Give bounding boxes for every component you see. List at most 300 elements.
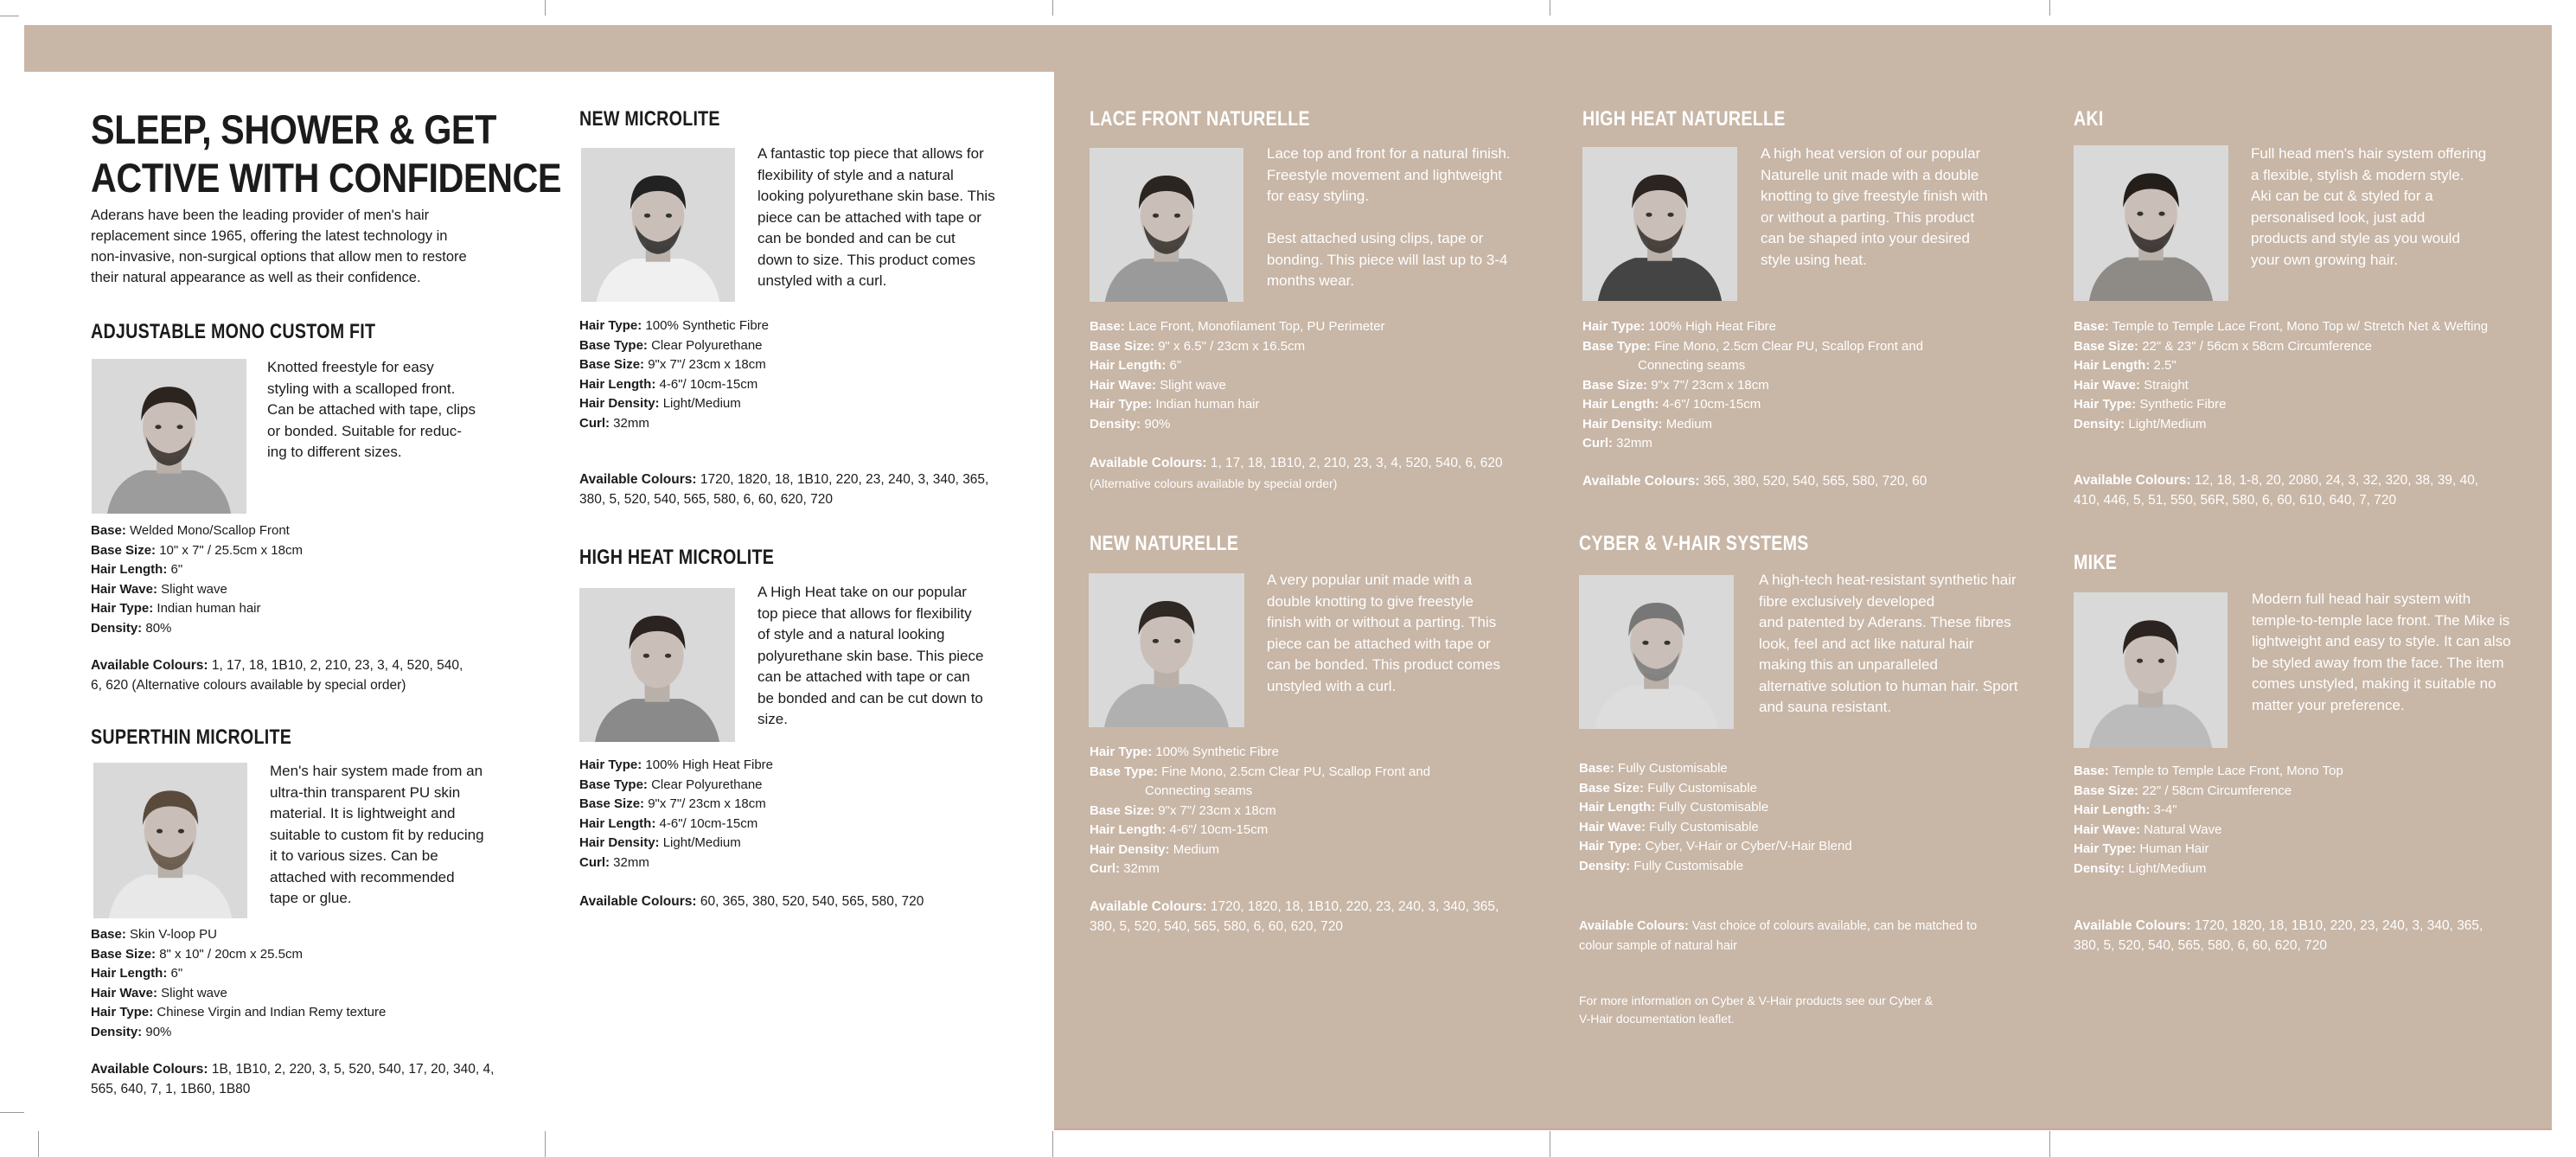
spec-row: [1090, 802, 1574, 821]
spec-row: [1090, 395, 1556, 415]
desc-line: for easy styling.: [1267, 188, 1370, 204]
colours-value: 410, 446, 5, 51, 550, 56R, 580, 6, 60, 610, 640, 7, 720: [2074, 492, 2397, 508]
spec-label: Base Size:: [1582, 377, 1648, 393]
eye-right: [2158, 659, 2164, 663]
spec-label: Hair Length:: [1579, 800, 1656, 815]
spec-value: 90%: [145, 1024, 172, 1039]
colours-value: colour sample of natural hair: [1579, 938, 1737, 953]
spec-value: Fully Customisable: [1633, 858, 1744, 873]
desc-line: months wear.: [1267, 272, 1355, 289]
eye-right: [1174, 639, 1180, 643]
desc-line: lightweight and easy to style. It can also: [2252, 633, 2511, 649]
spec-value: Light/Medium: [662, 835, 741, 850]
intro-line: non-invasive, non-surgical options that allow men to restore: [91, 249, 467, 265]
intro-line: Aderans have been the leading provider of men's hair: [91, 208, 430, 223]
spec-label: Base:: [1579, 761, 1614, 776]
adjustable-mono-colours: [91, 656, 558, 695]
spec-value: 9"x 7"/ 23cm x 18cm: [1158, 802, 1276, 818]
desc-line: be styled away from the face. The item: [2252, 654, 2504, 671]
spec-value: 4-6"/ 10cm-15cm: [659, 376, 758, 392]
colours-label: Available Colours:: [1090, 456, 1207, 470]
colours-value: 380, 5, 520, 540, 565, 580, 6, 60, 620, 720: [579, 491, 834, 507]
spec-value: Fine Mono, 2.5cm Clear PU, Scallop Front and: [1161, 764, 1431, 779]
spec-value: Temple to Temple Lace Front, Mono Top w/ Stretch Net & Wefting: [2112, 319, 2489, 334]
spec-row: [579, 355, 1046, 375]
high-heat-naturelle-colours: [1582, 472, 2049, 492]
colours-label: Available Colours:: [2074, 473, 2191, 488]
spec-value: Light/Medium: [2128, 416, 2207, 431]
colours-line: [1090, 917, 1574, 937]
lace-front-naturelle-title: LACE FRONT NATURELLE: [1090, 107, 1310, 131]
new-microlite-colours: [579, 470, 1046, 509]
aki-description: [2251, 144, 2528, 271]
man-profile-beard-portrait: [1090, 148, 1243, 302]
spec-label: Curl:: [579, 854, 610, 870]
main-title: [91, 105, 562, 202]
title-line-2: ACTIVE WITH CONFIDENCE: [91, 155, 562, 201]
man-curly-dark-hair-photo: [581, 148, 735, 302]
spec-row: [2074, 415, 2558, 435]
new-microlite-specs: [579, 316, 1046, 433]
spec-value: Slight wave: [161, 581, 227, 597]
desc-line: attached with recommended: [270, 868, 455, 885]
spec-label: Hair Length:: [1090, 358, 1167, 373]
desc-line: matter your preference.: [2252, 696, 2405, 713]
spec-row: [1090, 782, 1574, 802]
spec-value: Lace Front, Monofilament Top, PU Perimeter: [1128, 319, 1385, 334]
intro-line: their natural appearance as well as their confidence.: [91, 270, 421, 285]
spec-row: [2074, 337, 2558, 357]
desc-line: A high-tech heat-resistant synthetic hair: [1759, 572, 2017, 588]
man-turtleneck-beard-portrait: [2074, 145, 2228, 301]
spec-label: Base:: [91, 927, 126, 942]
man-young-smile-portrait: [1089, 573, 1244, 727]
spec-row: [579, 316, 1046, 336]
man-swept-hair-photo: [579, 588, 735, 742]
eye-right: [1664, 641, 1670, 645]
spec-label: Hair Type:: [1579, 839, 1642, 853]
desc-line: of style and a natural looking: [757, 626, 945, 642]
mike-colours: [2074, 917, 2541, 956]
spec-row: [91, 580, 558, 600]
desc-line: styling with a scalloped front.: [267, 380, 456, 397]
cyber-vhair-note: [1579, 992, 2046, 1028]
desc-line: polyurethane skin base. This piece: [757, 647, 984, 664]
colours-line: [91, 676, 558, 696]
aki-title: AKI: [2074, 107, 2104, 131]
colours-line: [91, 1080, 558, 1100]
cyber-vhair-description: [1759, 570, 2044, 719]
spec-label: Curl:: [1582, 436, 1613, 451]
eye-right: [178, 829, 184, 834]
colours-line: [1090, 454, 1574, 474]
new-naturelle-description: [1267, 570, 1544, 697]
high-heat-microlite-description: [757, 582, 1043, 731]
spec-value: 100% Synthetic Fibre: [645, 318, 769, 333]
spec-value: Medium: [1665, 416, 1713, 431]
spec-row: [2074, 376, 2558, 396]
spec-value: 100% Synthetic Fibre: [1155, 745, 1279, 759]
spec-value: 3-4": [2153, 802, 2177, 817]
spec-value: Fully Customisable: [1659, 800, 1769, 815]
superthin-microlite-colours: [91, 1060, 558, 1099]
spec-row: [579, 834, 1046, 853]
spec-row: [1582, 434, 2049, 454]
new-naturelle-title: NEW NATURELLE: [1090, 532, 1239, 555]
spec-row: [1579, 798, 2046, 818]
cyber-vhair-colours: [1579, 917, 2046, 956]
desc-line: A very popular unit made with a: [1267, 572, 1473, 588]
spec-label: Hair Density:: [1582, 416, 1663, 431]
eye-left: [157, 829, 163, 834]
eye-left: [1646, 213, 1652, 217]
eye-left: [644, 214, 650, 218]
man-light-hair-stubble-portrait: [93, 763, 247, 918]
spec-label: Base Size:: [579, 357, 645, 372]
spec-value: Fine Mono, 2.5cm Clear PU, Scallop Front and: [1654, 338, 1924, 354]
man-short-curly-portrait: [2074, 592, 2228, 748]
crop-mark: [2049, 0, 2050, 16]
spec-label: Density:: [2074, 860, 2125, 876]
spec-row: [579, 756, 1046, 776]
spec-label: Hair Type:: [2074, 397, 2137, 412]
desc-line: Full head men's hair system offering: [2251, 145, 2487, 162]
man-profile-beard-photo: [1090, 148, 1243, 302]
desc-line: ing to different sizes.: [267, 444, 402, 460]
desc-line: looking polyurethane skin base. This: [757, 188, 995, 204]
spec-row: [1582, 415, 2049, 435]
spec-row: [579, 394, 1046, 414]
colours-line: [1579, 936, 2046, 956]
desc-line: Naturelle unit made with a double: [1761, 166, 1979, 183]
spec-value: Connecting seams: [1638, 358, 1746, 373]
eye-left: [1642, 641, 1648, 645]
man-young-smile-photo: [1089, 573, 1244, 727]
colours-line: [2074, 936, 2541, 956]
desc-line: fibre exclusively developed: [1759, 592, 1935, 610]
colours-value: 60, 365, 380, 520, 540, 565, 580, 720: [700, 894, 924, 909]
spec-value: Light/Medium: [2128, 860, 2207, 876]
desc-line: Lace top and front for a natural finish.: [1267, 145, 1511, 162]
colours-label: Available Colours:: [1582, 474, 1700, 489]
spec-row: [91, 541, 558, 561]
desc-line: bonding. This piece will last up to 3-4: [1267, 251, 1508, 268]
man-short-curly-photo: [2074, 592, 2228, 748]
high-heat-naturelle-specs: [1582, 317, 2049, 454]
cyber-vhair-specs: [1579, 759, 2046, 876]
spec-label: Base:: [1090, 319, 1125, 334]
spec-row: [2074, 801, 2541, 821]
spec-label: Base Size:: [579, 796, 645, 811]
spec-label: Base Size:: [91, 542, 157, 558]
spec-row: [579, 815, 1046, 834]
spec-value: Fully Customisable: [1618, 761, 1728, 776]
man-laughing-photo: [1582, 147, 1737, 301]
spec-value: Skin V-loop PU: [130, 927, 217, 942]
spec-row: [579, 375, 1046, 395]
desc-line: and sauna resistant.: [1759, 699, 1892, 715]
spec-label: Hair Type:: [1090, 397, 1153, 412]
spec-label: Hair Length:: [2074, 358, 2151, 373]
desc-line: ultra-thin transparent PU skin: [270, 783, 461, 801]
crop-mark: [545, 1131, 546, 1157]
spec-label: Base Size:: [2074, 783, 2139, 798]
colours-value: 1720, 1820, 18, 1B10, 220, 23, 240, 3, 340, 365,: [700, 472, 989, 487]
spec-row: [2074, 395, 2558, 415]
desc-line: be bonded and can be cut down to: [757, 689, 983, 706]
eye-right: [176, 425, 182, 429]
adjustable-mono-specs: [91, 521, 558, 638]
spec-row: [91, 1023, 558, 1043]
colours-label: Available Colours:: [579, 472, 697, 487]
desc-line: Men's hair system made from an: [270, 763, 483, 779]
spec-row: [1579, 837, 2046, 857]
crop-mark: [0, 1112, 24, 1113]
spec-row: [91, 925, 558, 945]
colours-line: [579, 470, 1046, 490]
spec-row: [91, 521, 558, 541]
spec-label: Base Size:: [1090, 802, 1155, 818]
title-line-1: SLEEP, SHOWER & GET: [91, 106, 496, 152]
spec-label: Hair Length:: [579, 376, 656, 392]
spec-label: Base Type:: [1090, 764, 1158, 779]
desc-line: or without a parting. This product: [1761, 208, 1975, 226]
spec-row: [91, 984, 558, 1004]
spec-value: 90%: [1144, 416, 1171, 431]
crop-mark: [2049, 1131, 2050, 1157]
spec-label: Base Size:: [1579, 780, 1645, 796]
spec-label: Base Size:: [91, 946, 157, 962]
colours-value: 565, 640, 7, 1, 1B60, 1B80: [91, 1081, 251, 1096]
spec-row: [1090, 317, 1556, 337]
spec-label: Hair Density:: [1090, 841, 1170, 857]
spec-value: Straight: [2144, 377, 2189, 393]
mike-specs: [2074, 762, 2541, 879]
spec-label: Hair Length:: [2074, 802, 2151, 817]
crop-mark: [38, 1131, 39, 1157]
spec-value: 9"x 7"/ 23cm x 18cm: [648, 796, 766, 811]
crop-mark: [1052, 1131, 1053, 1157]
spec-row: [1579, 857, 2046, 877]
desc-line: can be bonded. This product comes: [1267, 656, 1500, 673]
desc-line: knotting to give freestyle finish with: [1761, 188, 1988, 204]
spec-row: [579, 776, 1046, 796]
spec-value: 100% High Heat Fibre: [645, 757, 773, 772]
spec-label: Curl:: [579, 415, 610, 431]
lace-front-naturelle-colours: [1090, 454, 1574, 494]
spec-row: [1582, 356, 2049, 376]
colours-value: 1720, 1820, 18, 1B10, 220, 23, 240, 3, 340, 365,: [1210, 899, 1499, 914]
man-bearded-dark-hair-portrait: [92, 359, 246, 514]
spec-label: Base Size:: [1090, 338, 1155, 354]
spec-row: [91, 964, 558, 984]
spec-label: Base Size:: [2074, 338, 2139, 354]
spec-row: [1090, 821, 1574, 841]
colours-label: Available Colours:: [1579, 919, 1689, 933]
spec-row: [2074, 860, 2541, 879]
spec-value: Indian human hair: [1155, 397, 1260, 412]
spec-row: [2074, 840, 2541, 860]
spec-row: [1582, 337, 2049, 357]
spec-row: [1090, 356, 1556, 376]
desc-line: double knotting to give freestyle: [1267, 592, 1474, 610]
colours-line: [2074, 491, 2541, 511]
spec-label: Hair Type:: [579, 318, 642, 333]
spec-value: 100% High Heat Fibre: [1648, 319, 1776, 334]
spec-label: Hair Type:: [1090, 745, 1153, 759]
mike-description: [2252, 589, 2537, 716]
spec-label: Hair Wave:: [91, 581, 157, 597]
spec-row: [1579, 818, 2046, 838]
colours-label: Available Colours:: [91, 658, 208, 673]
desc-line: A High Heat take on our popular: [757, 584, 967, 600]
man-light-hair-stubble-photo: [93, 763, 247, 918]
spec-row: [1582, 317, 2049, 337]
spec-label: Hair Length:: [579, 815, 656, 831]
desc-line: Aki can be cut & styled for a: [2251, 188, 2433, 204]
adjustable-mono-title: ADJUSTABLE MONO CUSTOM FIT: [91, 320, 376, 343]
desc-line: and patented by Aderans. These fibres: [1759, 614, 2011, 630]
desc-line: products and style as you would: [2251, 230, 2460, 246]
spec-value: 6": [170, 966, 183, 981]
colours-value: 380, 5, 520, 540, 565, 580, 6, 60, 620, 720: [2074, 937, 2328, 953]
spec-label: Base:: [2074, 319, 2109, 334]
spec-label: Hair Density:: [579, 835, 660, 850]
lace-front-naturelle-specs: [1090, 317, 1556, 434]
colours-value: 1720, 1820, 18, 1B10, 220, 23, 240, 3, 340, 365,: [2194, 918, 2483, 933]
spec-value: 2.5": [2153, 358, 2176, 373]
spec-value: Synthetic Fibre: [2139, 397, 2227, 412]
spec-row: [1090, 763, 1574, 783]
note-line: V-Hair documentation leaflet.: [1579, 1012, 1735, 1026]
desc-line: style using heat.: [1761, 251, 1867, 268]
desc-line: personalised look, just add: [2251, 208, 2426, 226]
colours-line: [1582, 472, 2049, 492]
note-line: For more information on Cyber & V-Hair products see our Cyber &: [1579, 994, 1934, 1007]
desc-line: [1267, 208, 1544, 229]
superthin-microlite-specs: [91, 925, 558, 1042]
spec-row: [579, 414, 1046, 434]
desc-line: a flexible, stylish & modern style.: [2251, 166, 2464, 183]
aki-specs: [2074, 317, 2558, 434]
desc-line: can be attached with tape or can: [757, 668, 970, 685]
man-grey-beard-photo: [1579, 575, 1734, 729]
superthin-microlite-description: [270, 761, 529, 910]
man-turtleneck-beard-photo: [2074, 145, 2228, 301]
spec-row: [2074, 821, 2541, 841]
spec-label: Density:: [91, 1024, 143, 1039]
desc-line: suitable to custom fit by reducing: [270, 826, 484, 843]
eye-left: [2137, 659, 2143, 663]
cyber-vhair-title: CYBER & V-HAIR SYSTEMS: [1579, 532, 1809, 555]
spec-row: [1579, 779, 2046, 799]
desc-line: unstyled with a curl.: [757, 272, 887, 289]
spec-value: Clear Polyurethane: [651, 337, 763, 353]
spec-label: Hair Type:: [91, 601, 154, 616]
superthin-microlite-title: SUPERTHIN MICROLITE: [91, 726, 292, 749]
desc-line: Modern full head hair system with: [2252, 591, 2471, 607]
desc-line: Knotted freestyle for easy: [267, 359, 434, 375]
colours-line: [91, 656, 558, 676]
eye-left: [1153, 214, 1159, 218]
spec-value: 80%: [145, 620, 172, 636]
spec-label: Base:: [91, 523, 126, 538]
colours-value: 1, 17, 18, 1B10, 2, 210, 23, 3, 4, 520, 540,: [211, 658, 463, 673]
spec-value: Natural Wave: [2144, 821, 2222, 837]
high-heat-microlite-colours: [579, 892, 1046, 912]
spec-value: Indian human hair: [157, 601, 261, 616]
spec-label: Hair Wave:: [1090, 377, 1156, 393]
crop-mark: [545, 0, 546, 16]
new-microlite-description: [757, 144, 1034, 292]
desc-line: piece can be attached with tape or: [1267, 635, 1491, 652]
colours-value: 6, 620 (Alternative colours available by special order): [91, 677, 406, 693]
spec-label: Hair Type:: [2074, 841, 2137, 856]
desc-line: flexibility of style and a natural: [757, 166, 954, 183]
desc-line: making this an unparalleled: [1759, 656, 1938, 673]
spec-value: Clear Polyurethane: [651, 777, 763, 792]
spec-label: Curl:: [1090, 861, 1120, 876]
spec-value: 9" x 6.5" / 23cm x 16.5cm: [1158, 338, 1306, 354]
spec-value: Medium: [1173, 841, 1220, 857]
colours-line: [2074, 471, 2541, 491]
spec-value: Cyber, V-Hair or Cyber/V-Hair Blend: [1645, 839, 1852, 853]
bottom-edge-line: [1054, 1128, 2552, 1130]
colours-line: [1090, 474, 1574, 495]
spec-row: [1582, 376, 2049, 396]
spec-label: Hair Wave:: [1579, 819, 1646, 834]
spec-row: [1090, 841, 1574, 860]
colours-value: 1, 17, 18, 1B10, 2, 210, 23, 3, 4, 520, 540, 6, 620: [1210, 456, 1503, 470]
man-swept-hair-portrait: [579, 588, 735, 742]
spec-label: Hair Wave:: [2074, 821, 2140, 837]
desc-line: alternative solution to human hair. Sport: [1759, 677, 2018, 694]
spec-value: 9"x 7"/ 23cm x 18cm: [1651, 377, 1769, 393]
spec-row: [91, 560, 558, 580]
desc-line: top piece that allows for flexibility: [757, 604, 972, 622]
spec-label: Hair Wave:: [2074, 377, 2140, 393]
spec-row: [1090, 743, 1574, 763]
colours-label: Available Colours:: [579, 894, 697, 909]
desc-line: it to various sizes. Can be: [270, 847, 438, 864]
colours-label: Available Colours:: [91, 1062, 208, 1077]
spec-label: Hair Length:: [91, 562, 168, 577]
spec-label: Density:: [91, 620, 143, 636]
spec-row: [1579, 759, 2046, 779]
spec-value: Fully Customisable: [1647, 780, 1757, 796]
spec-value: 8" x 10" / 20cm x 25.5cm: [159, 946, 303, 962]
spec-row: [91, 619, 558, 639]
eye-right: [1667, 213, 1673, 217]
spec-row: [579, 853, 1046, 873]
spec-value: 4-6"/ 10cm-15cm: [659, 815, 758, 831]
desc-line: tape or glue.: [270, 890, 352, 906]
eye-left: [2137, 212, 2143, 216]
man-curly-dark-hair-portrait: [581, 148, 735, 302]
spec-value: 6": [1169, 358, 1182, 373]
colours-line: [579, 892, 1046, 912]
eye-right: [666, 214, 672, 218]
spec-value: 22" / 58cm Circumference: [2142, 783, 2292, 798]
desc-line: size.: [757, 711, 788, 727]
spec-row: [91, 599, 558, 619]
spec-value: Light/Medium: [662, 396, 741, 411]
spec-value: 4-6"/ 10cm-15cm: [1662, 397, 1761, 412]
colours-label: Available Colours:: [1090, 899, 1207, 914]
spec-label: Density:: [2074, 416, 2125, 431]
desc-line: A fantastic top piece that allows for: [757, 145, 984, 162]
eye-left: [155, 425, 161, 429]
